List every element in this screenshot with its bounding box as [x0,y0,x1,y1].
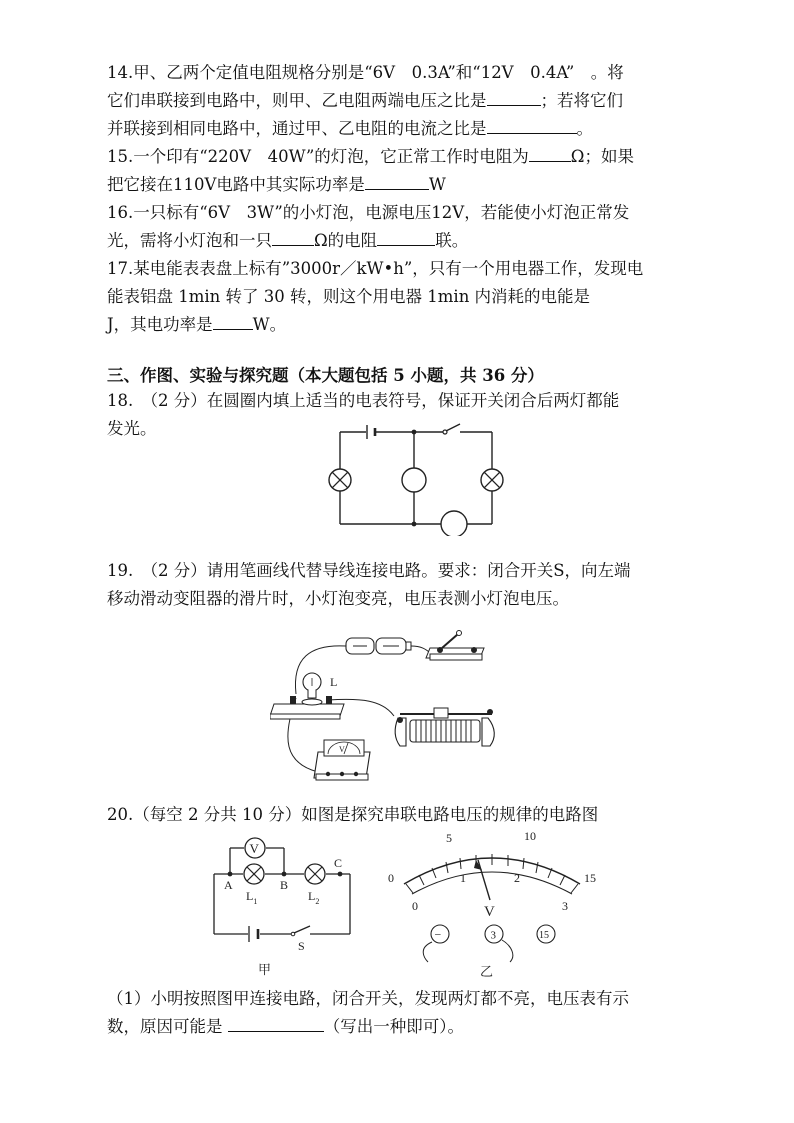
q14-line2-tail: ；若将它们 [540,91,623,110]
meter-circle-bottom[interactable] [441,511,467,536]
lamp-l1-icon [244,864,264,884]
q19-apparatus-figure [270,628,510,788]
rheostat-icon [395,708,494,746]
q20-part1-line2 [107,1016,464,1038]
answer-blank-q20-1[interactable] [228,1017,324,1032]
q20-line1: 20.（每空 2 分共 10 分）如图是探究串联电路电压的规律的电路图 [107,805,599,824]
lamp-l2-icon [305,864,325,884]
q14-line3 [107,118,593,140]
outer-tick-label: 10 [524,829,536,843]
lamp-label: L [330,675,338,689]
answer-blank-q17[interactable] [213,315,253,330]
svg-text:V: V [339,745,345,754]
q17-line2: 能表铝盘 1min 转了 30 转，则这个用电器 1min 内消耗的电能是 [107,287,591,306]
figure-caption-jia: 甲 [258,962,272,977]
answer-blank-q15-1[interactable] [529,147,571,162]
q15-line1-tail: Ω；如果 [570,147,634,166]
outer-tick-label: 0 [388,871,394,885]
lamp-right-icon [481,469,503,491]
answer-blank-q15-2[interactable] [365,175,429,190]
point-a-label: A [224,878,233,892]
q16-line1: 16.一只标有“6V 3W”的小灯泡，电源电压12V，若能使小灯泡正常发 [107,203,630,222]
q17-line3 [107,314,286,336]
q16-line2 [107,230,468,252]
answer-blank-q14-1[interactable] [487,91,541,106]
section-3-heading: 三、作图、实验与探究题（本大题包括 5 小题，共 36 分） [107,366,544,385]
q16-line2-tail: 联。 [435,231,469,250]
switch-s-symbol [291,926,310,936]
outer-tick-label: 5 [446,831,452,845]
answer-blank-q14-2[interactable] [487,119,577,134]
answer-blank-q16-2[interactable] [377,231,435,246]
q17-line3-tail: W。 [252,315,287,334]
figure-caption-yi: 乙 [480,964,494,979]
inner-tick-label: 0 [412,899,418,913]
terminal-15v[interactable] [537,925,555,943]
q14-line2 [107,90,623,112]
inner-tick-label: 1 [460,871,466,885]
q18-line1: 18. （2 分）在圆圈内填上适当的电表符号，保证开关闭合后两灯都能 [107,391,620,410]
q14-line3-text: 并联接到相同电路中，通过甲、乙电阻的电流之比是 [107,119,487,138]
outer-tick-label: 15 [584,871,596,885]
battery-symbol [367,425,375,439]
q20-part1-line1: （1）小明按照图甲连接电路，闭合开关，发现两灯都不亮，电压表有示 [107,989,629,1008]
q18-circuit-diagram [320,420,510,536]
point-b-label: B [280,878,289,892]
svg-text:−: − [434,927,442,942]
switch-symbol [443,424,460,434]
q16-line2-text: 光，需将小灯泡和一只 [107,231,272,250]
lamp-left-icon [329,469,351,491]
answer-blank-q16-1[interactable] [272,231,314,246]
voltmeter-label: V [249,841,259,856]
unit-label: V [484,904,495,920]
terminal-3v[interactable] [485,925,503,943]
q15-line2-text: 把它接在110V电路中其实际功率是 [107,175,365,194]
inner-tick-label: 2 [514,871,520,885]
q17-line3-text: J，其电功率是 [107,315,213,334]
junction-dot [412,522,417,527]
q15-line2-tail: W [428,175,446,194]
q20-voltmeter-dial-yi [380,822,604,984]
q20-part1-tail: （写出一种即可）。 [323,1017,464,1036]
q15-line1-text: 15.一个印有“220V 40W”的灯泡，它正常工作时电阻为 [107,147,529,166]
q14-line3-tail: 。 [576,119,593,138]
junction-dot [412,430,417,435]
svg-text:3: 3 [490,929,496,942]
q20-part1-text: 数，原因可能是 [107,1017,223,1036]
q15-line1 [107,146,634,168]
voltmeter-needle [474,860,490,900]
meter-circle-middle[interactable] [402,468,426,492]
battery-cells-icon [346,638,411,654]
q15-line2 [107,174,446,196]
point-c-label: C [334,856,343,870]
q19-line1: 19. （2 分）请用笔画线代替导线连接电路。要求：闭合开关S，向左端 [107,561,631,580]
q18-line2: 发光。 [107,419,157,438]
switch-label: S [298,939,305,953]
q14-line1: 14.甲、乙两个定值电阻规格分别是“6V 0.3A”和“12V 0.4A” 。将 [107,63,624,82]
inner-tick-label: 3 [562,899,568,913]
terminal-negative[interactable] [431,925,449,943]
knife-switch-icon [426,631,484,661]
q19-line2: 移动滑动变阻器的滑片时，小灯泡变亮，电压表测小灯泡电压。 [107,589,569,608]
voltmeter-icon [314,740,370,780]
battery-symbol [249,926,258,942]
q14-line2-text: 它们串联接到电路中，则甲、乙电阻两端电压之比是 [107,91,487,110]
q16-line2-mid: Ω的电阻 [314,231,378,250]
q20-circuit-diagram-jia [206,834,356,980]
lamp-l1-label: $L_1$ [246,889,258,906]
q17-line1: 17.某电能表表盘上标有”3000r／kW•h”，只有一个用电器工作，发现电 [107,259,644,278]
lamp-l2-label: $L_2$ [308,889,320,906]
svg-text:15: 15 [539,930,549,941]
